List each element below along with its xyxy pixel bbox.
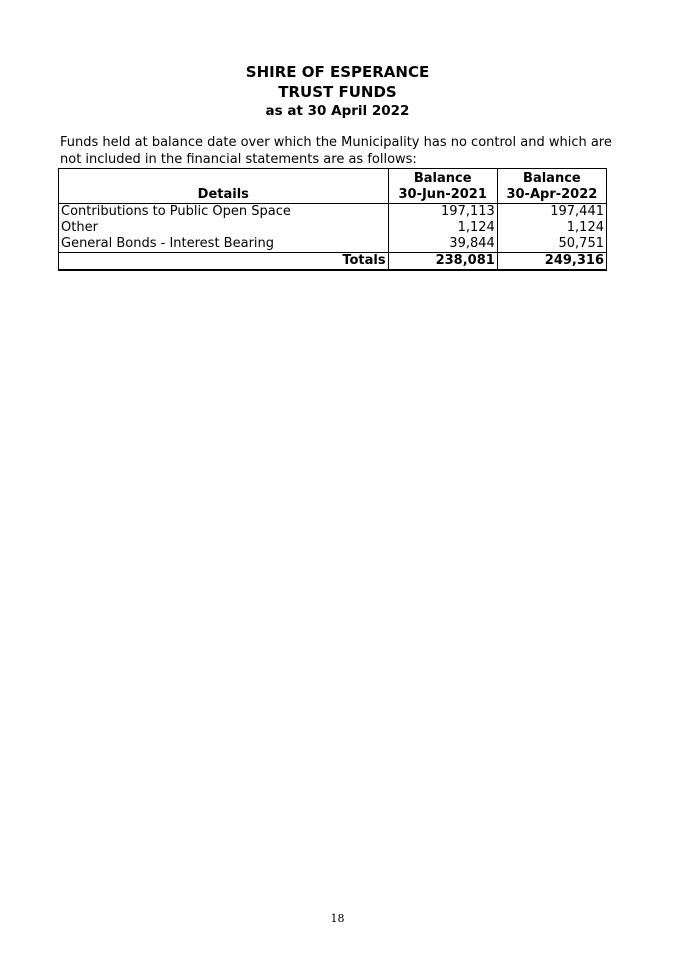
row-details: Contributions to Public Open Space [59,204,389,221]
table-row [59,204,607,221]
organization-title: SHIRE OF ESPERANCE [245,63,430,81]
totals-balance-2022: 249,316 [497,253,606,271]
header-balance-2022-label: Balance [523,171,581,186]
table-row [59,236,607,253]
page-number: 18 [330,912,345,925]
header-balance-2022 [497,169,606,204]
totals-row [59,253,607,271]
row-details: General Bonds - Interest Bearing [59,236,389,253]
row-balance-2021: 1,124 [388,220,497,236]
totals-balance-2021: 238,081 [388,253,497,271]
row-balance-2021: 197,113 [388,204,497,221]
trust-funds-table [58,168,607,271]
table-row [59,220,607,236]
report-header [0,62,675,120]
header-balance-2021-date: 30-Jun-2021 [398,187,487,202]
header-balance-2021-label: Balance [413,171,472,186]
report-title: TRUST FUNDS [278,83,397,101]
report-date: as at 30 April 2022 [265,103,410,119]
header-balance-2021 [388,169,497,204]
row-details: Other [59,220,389,236]
row-balance-2022: 50,751 [497,236,606,253]
totals-label: Totals [59,253,389,271]
header-details: Details [59,169,389,204]
row-balance-2022: 197,441 [497,204,606,221]
row-balance-2022: 1,124 [497,220,606,236]
row-balance-2021: 39,844 [388,236,497,253]
header-balance-2022-date: 30-Apr-2022 [506,187,598,202]
intro-paragraph: Funds held at balance date over which the Municipality has no control and which are not included in the financial statements are as follows: [60,135,612,167]
